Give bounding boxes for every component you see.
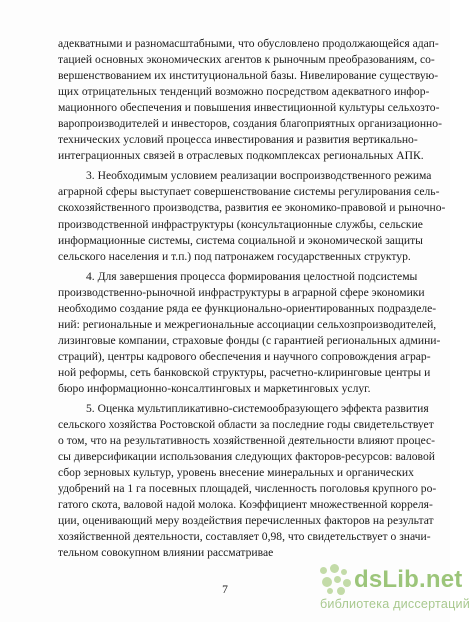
text-line: адекватными и разномасштабными, что обусловлено продолжающейся адап-	[58, 37, 439, 50]
text-line: производственной инфраструктуры (консультационные службы, сельские	[58, 217, 423, 231]
text-line: ной реформы, сеть банковской структуры, расчетно-клиринговые центры и	[58, 365, 431, 379]
paragraph	[58, 36, 442, 164]
text-line: мационного обеспечения и повышения инвестиционной культуры сельхозто-	[58, 101, 440, 115]
text-line: производственно-рыночной инфраструктуры в аграрной сфере экономики	[58, 285, 425, 299]
text-line: страций), центры кадрового обеспечения и научного сопровождения аграр-	[58, 349, 431, 363]
document-body	[58, 36, 446, 562]
paragraph	[58, 401, 437, 561]
paragraph	[58, 269, 441, 397]
text-line: бюро информационно-консалтинговых и маркетинговых услуг.	[58, 381, 371, 395]
paragraph	[58, 168, 446, 264]
text-line: вершенствованием их институциональной базы. Нивелирование существую-	[58, 69, 439, 83]
text-line: ний: региональные и межрегиональные ассоциации сельхозпроизводителей,	[58, 317, 437, 331]
text-line: лизинговые компании, страховые фонды (с гарантией региональных админи-	[58, 333, 441, 347]
text-line: необходимо создание ряда ее функционально-ориентированных подразделе-	[58, 301, 437, 315]
watermark-logo-text: dsLib.net	[354, 566, 463, 593]
dslib-watermark	[318, 563, 470, 615]
text-line: сельского хозяйства Ростовской области за последние годы свидетельствует	[58, 418, 434, 432]
text-line: тельном совокупном влиянии рассматривае	[58, 546, 274, 560]
text-line: 4. Для завершения процесса формирования целостной подсистемы	[86, 269, 418, 283]
text-line: щих отрицательных тенденций возможно посредством адекватного инфор-	[58, 85, 430, 99]
watermark-logo	[318, 563, 462, 597]
text-line: хозяйственной деятельности, составляет 0,98, что свидетельствует о значи-	[58, 530, 431, 544]
text-line: удобрений на 1 га посевных площадей, численность поголовья крупного ро-	[58, 482, 437, 496]
text-line: тацией основных экономических агентов к рыночным преобразованиям, со-	[58, 53, 435, 67]
text-line: сы диверсификации использования следующих факторов-ресурсов: валовой	[58, 450, 435, 464]
watermark-subtitle: библиотека диссертаций	[320, 597, 470, 611]
text-line: гатого скота, валовой надой молока. Коэффициент множественной корреля-	[58, 498, 433, 512]
text-line: скохозяйственного производства, развития ее экономико-правовой и рыночно-	[58, 201, 446, 215]
text-line: сельского населения и т.п.) под патронажем государственных структур.	[58, 249, 411, 263]
dots-logo-icon	[318, 563, 352, 597]
text-line: 5. Оценка мультипликативно-системообразующего эффекта развития	[86, 402, 429, 416]
text-line: сбор зерновых культур, уровень внесение минеральных и органических	[58, 466, 414, 480]
text-line: интеграционных связей в отраслевых подкомплексах региональных АПК.	[58, 149, 424, 163]
text-line: аграрной сферы выступает совершенствование системы регулирования сель-	[58, 185, 440, 199]
page-number: 7	[222, 583, 228, 596]
text-line: информационные системы, система социальной и экономической защиты	[58, 233, 423, 247]
text-line: ции, оценивающий меру воздействия перечисленных факторов на результат	[58, 514, 434, 528]
text-line: 3. Необходимым условием реализации воспроизводственного режима	[86, 169, 432, 183]
text-line: о том, что на результативность хозяйственной деятельности влияют процес-	[58, 434, 436, 448]
text-line: технических условий процесса инвестирования и развития вертикально-	[58, 133, 418, 147]
text-line: варопроизводителей и инвесторов, создания благоприятных организационно-	[58, 117, 442, 131]
